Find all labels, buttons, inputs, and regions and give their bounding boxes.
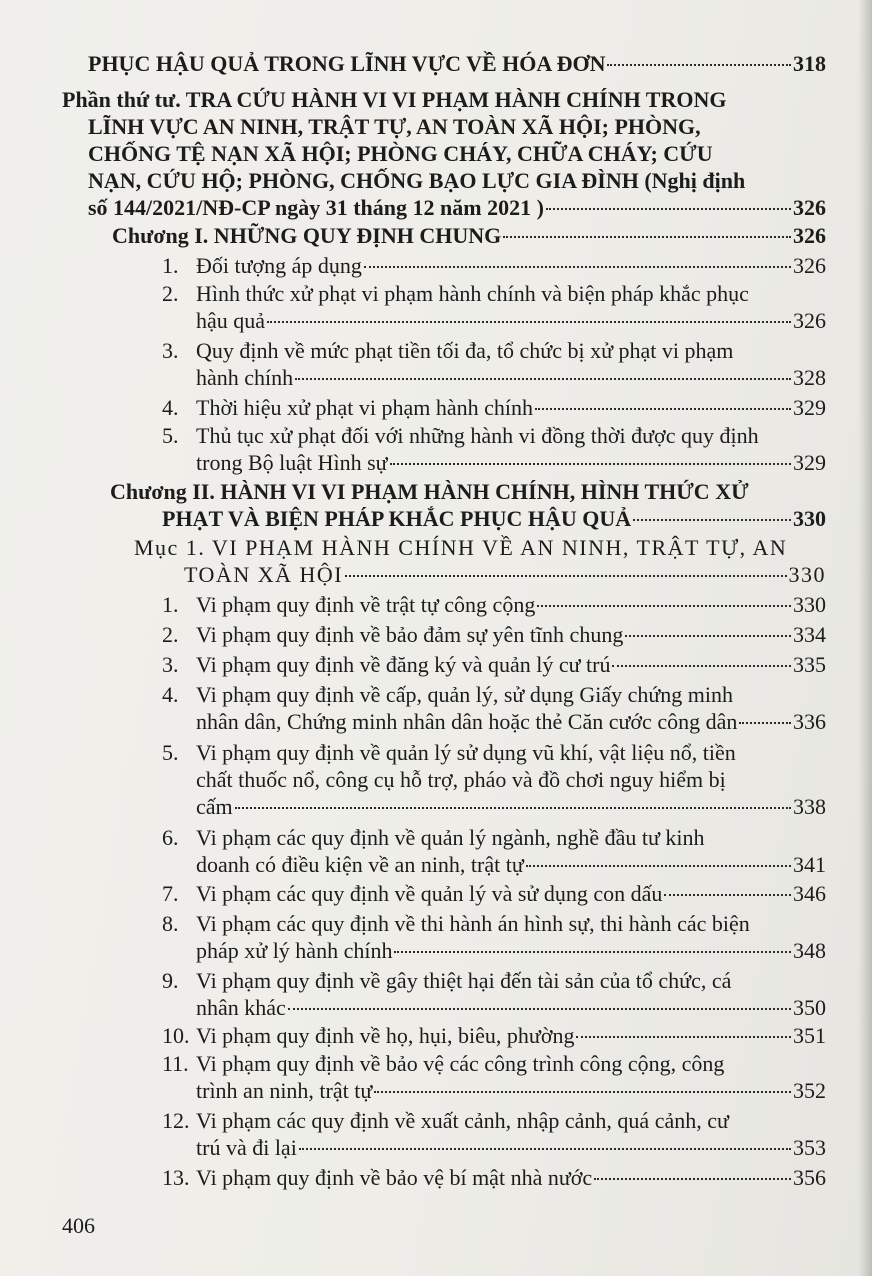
- toc-item-continuation: hành chính 328: [196, 365, 826, 390]
- toc-item-continuation: hậu quả 326: [196, 308, 826, 333]
- chapter-two-heading-line-1: Chương II. HÀNH VI VI PHẠM HÀNH CHÍNH, HÌNH THỨC XỬ: [110, 479, 749, 504]
- toc-item: 6. Vi phạm các quy định về quản lý ngành, nghề đầu tư kinh: [162, 825, 705, 850]
- toc-item-continuation: trình an ninh, trật tự 352: [196, 1078, 826, 1103]
- part-four-title-line-2: LĨNH VỰC AN NINH, TRẬT TỰ, AN TOÀN XÃ HỘI; PHÒNG,: [88, 114, 701, 139]
- toc-item: 10. Vi phạm quy định về họ, hụi, biêu, phường 351: [162, 1023, 826, 1048]
- part-four-title-line-4: NẠN, CỨU HỘ; PHÒNG, CHỐNG BẠO LỰC GIA ĐÌNH (Nghị định: [88, 168, 746, 193]
- toc-item: 1. Đối tượng áp dụng 326: [162, 253, 826, 278]
- toc-item-continuation: doanh có điều kiện về an ninh, trật tự 341: [196, 852, 826, 877]
- toc-item-continuation: cấm 338: [196, 794, 826, 819]
- toc-item: 9. Vi phạm quy định về gây thiệt hại đến tài sản của tổ chức, cá: [162, 968, 732, 993]
- toc-entry-title: PHỤC HẬU QUẢ TRONG LĨNH VỰC VỀ HÓA ĐƠN: [88, 51, 606, 76]
- dot-leader: [546, 208, 791, 210]
- toc-item-continuation: trú và đi lại 353: [196, 1135, 826, 1160]
- toc-entry-heading-continuation: [88, 50, 826, 78]
- part-four-title-line-3: CHỐNG TỆ NẠN XÃ HỘI; PHÒNG CHÁY, CHỮA CHÁY; CỨU: [88, 141, 713, 166]
- toc-item-continuation: nhân khác 350: [196, 995, 826, 1020]
- toc-item: 7. Vi phạm các quy định về quản lý và sử dụng con dấu 346: [162, 881, 826, 906]
- toc-item: 5. Thủ tục xử phạt đối với những hành vi đồng thời được quy định: [162, 423, 759, 448]
- toc-item: 4. Thời hiệu xử phạt vi phạm hành chính 329: [162, 395, 826, 420]
- toc-page-number: 318: [793, 51, 826, 76]
- toc-item-continuation: nhân dân, Chứng minh nhân dân hoặc thẻ Căn cước công dân 336: [196, 709, 826, 734]
- toc-item: 11. Vi phạm quy định về bảo vệ các công trình công cộng, công: [162, 1051, 725, 1076]
- toc-item: 13. Vi phạm quy định về bảo vệ bí mật nhà nước 356: [162, 1165, 826, 1190]
- part-four-title-line-5: số 144/2021/NĐ-CP ngày 31 tháng 12 năm 2021 ) 326: [88, 195, 826, 220]
- section-one-heading-line-2: TOÀN XÃ HỘI 330: [184, 562, 826, 587]
- page-number: 406: [62, 1213, 95, 1238]
- toc-item: 12. Vi phạm các quy định về xuất cảnh, nhập cảnh, quá cảnh, cư: [162, 1108, 729, 1133]
- toc-item-continuation: trong Bộ luật Hình sự 329: [196, 450, 826, 475]
- dot-leader: [607, 64, 791, 66]
- toc-item: 2. Vi phạm quy định về bảo đảm sự yên tĩnh chung 334: [162, 622, 826, 647]
- toc-item: 3. Quy định về mức phạt tiền tối đa, tổ chức bị xử phạt vi phạm: [162, 338, 734, 363]
- toc-item: 1. Vi phạm quy định về trật tự công cộng 330: [162, 592, 826, 617]
- toc-item: 5. Vi phạm quy định về quản lý sử dụng vũ khí, vật liệu nổ, tiền: [162, 740, 736, 765]
- part-four-title-line-1: Phần thứ tư. TRA CỨU HÀNH VI VI PHẠM HÀNH CHÍNH TRONG: [62, 87, 727, 112]
- toc-item: 8. Vi phạm các quy định về thi hành án hình sự, thi hành các biện: [162, 911, 750, 936]
- chapter-one-heading: Chương I. NHỮNG QUY ĐỊNH CHUNG 326: [112, 223, 826, 248]
- dot-leader: [503, 236, 791, 238]
- toc-item: 4. Vi phạm quy định về cấp, quản lý, sử dụng Giấy chứng minh: [162, 682, 734, 707]
- toc-item: 3. Vi phạm quy định về đăng ký và quản lý cư trú 335: [162, 652, 826, 677]
- toc-item-continuation: chất thuốc nổ, công cụ hỗ trợ, pháo và đồ chơi nguy hiểm bị: [196, 767, 726, 792]
- chapter-two-heading-line-2: PHẠT VÀ BIỆN PHÁP KHẮC PHỤC HẬU QUẢ 330: [162, 506, 826, 531]
- toc-page-number: 326: [793, 195, 826, 220]
- section-one-heading-line-1: Mục 1. VI PHẠM HÀNH CHÍNH VỀ AN NINH, TRẬT TỰ, AN: [134, 535, 788, 560]
- toc-item: 2. Hình thức xử phạt vi phạm hành chính và biện pháp khắc phục: [162, 281, 749, 306]
- toc-item-continuation: pháp xử lý hành chính 348: [196, 938, 826, 963]
